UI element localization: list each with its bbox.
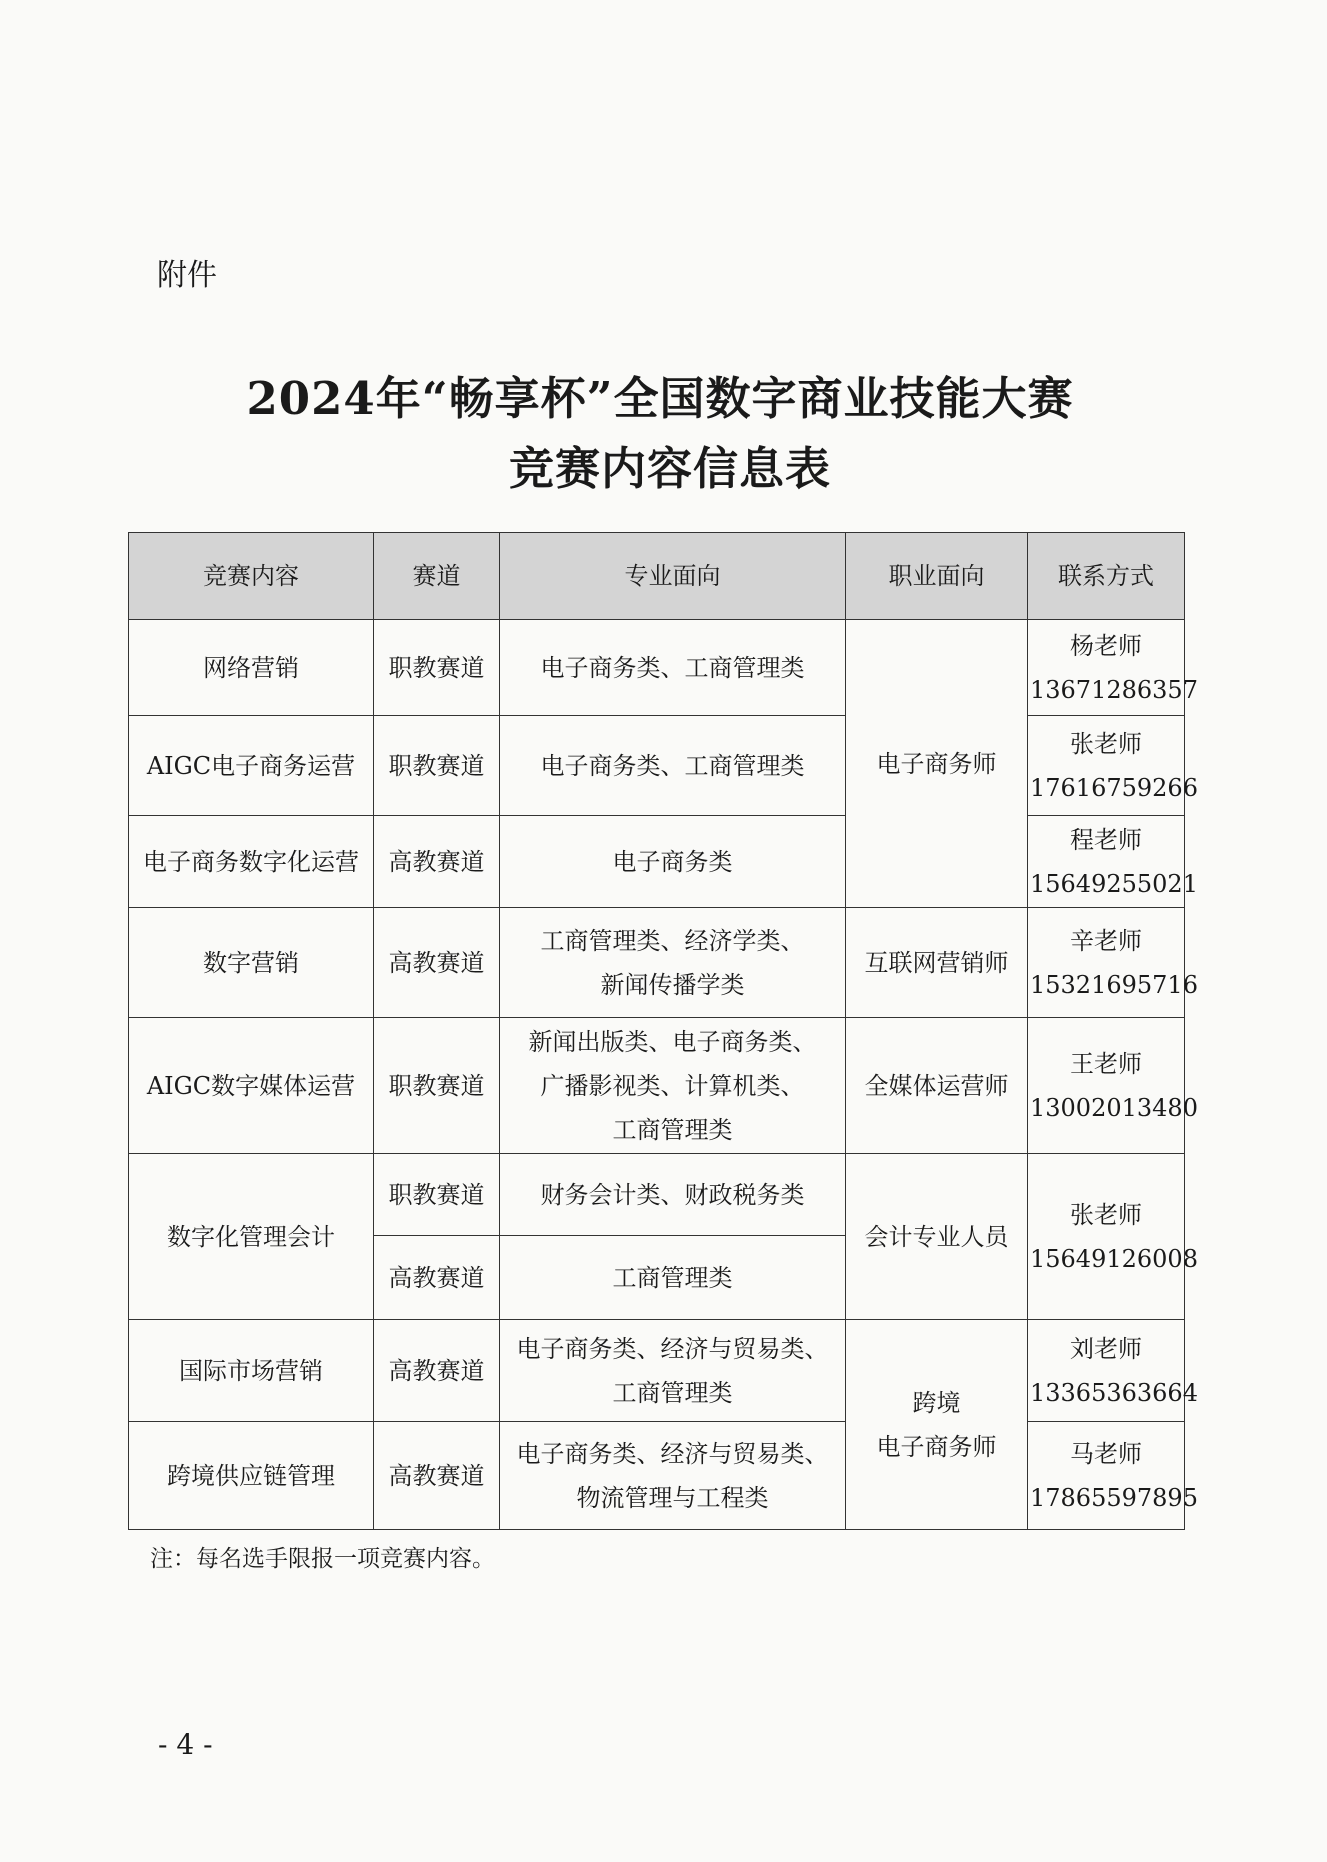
cell-track: 高教赛道 [374,908,500,1018]
title-line-1: 2024年“畅享杯”全国数字商业技能大赛 [246,372,1074,425]
cell-career: 全媒体运营师 [846,1018,1028,1154]
cell-career: 跨境 电子商务师 [846,1320,1028,1530]
table-row [129,1320,1185,1422]
cell-track: 高教赛道 [374,1422,500,1530]
cell-content: 网络营销 [129,620,374,716]
header-contact: 联系方式 [1028,533,1185,620]
cell-track: 高教赛道 [374,1236,500,1320]
cell-major: 新闻出版类、电子商务类、 广播影视类、计算机类、 工商管理类 [500,1018,846,1154]
table-header-row [129,533,1185,620]
cell-content: 跨境供应链管理 [129,1422,374,1530]
cell-career: 互联网营销师 [846,908,1028,1018]
cell-content: AIGC数字媒体运营 [129,1018,374,1154]
cell-content: 国际市场营销 [129,1320,374,1422]
cell-contact: 杨老师 13671286357 [1028,620,1185,716]
cell-contact: 辛老师 15321695716 [1028,908,1185,1018]
header-career: 职业面向 [846,533,1028,620]
cell-contact: 王老师 13002013480 [1028,1018,1185,1154]
page-number: - 4 - [158,1728,213,1761]
table-row [129,1018,1185,1154]
cell-content: AIGC电子商务运营 [129,716,374,816]
cell-major: 工商管理类 [500,1236,846,1320]
cell-major: 电子商务类、经济与贸易类、 物流管理与工程类 [500,1422,846,1530]
table-row [129,1154,1185,1236]
cell-major: 电子商务类、工商管理类 [500,716,846,816]
footnote: 注：每名选手限报一项竞赛内容。 [150,1546,495,1572]
competition-info-table [128,532,1198,1530]
header-major: 专业面向 [500,533,846,620]
cell-contact: 马老师 17865597895 [1028,1422,1185,1530]
cell-contact: 张老师 15649126008 [1028,1154,1185,1320]
cell-career: 会计专业人员 [846,1154,1028,1320]
cell-content: 电子商务数字化运营 [129,816,374,908]
cell-major: 电子商务类 [500,816,846,908]
cell-track: 高教赛道 [374,1320,500,1422]
cell-content: 数字营销 [129,908,374,1018]
cell-contact: 刘老师 13365363664 [1028,1320,1185,1422]
attachment-label: 附件 [157,258,217,293]
cell-track: 职教赛道 [374,716,500,816]
cell-track: 职教赛道 [374,620,500,716]
cell-major: 电子商务类、经济与贸易类、 工商管理类 [500,1320,846,1422]
cell-major: 财务会计类、财政税务类 [500,1154,846,1236]
cell-career: 电子商务师 [846,620,1028,908]
cell-contact: 程老师 15649255021 [1028,816,1185,908]
cell-track: 职教赛道 [374,1018,500,1154]
cell-major: 电子商务类、工商管理类 [500,620,846,716]
cell-track: 职教赛道 [374,1154,500,1236]
cell-content: 数字化管理会计 [129,1154,374,1320]
table-row [129,908,1185,1018]
header-content: 竞赛内容 [129,533,374,620]
header-track: 赛道 [374,533,500,620]
cell-track: 高教赛道 [374,816,500,908]
cell-contact: 张老师 17616759266 [1028,716,1185,816]
title-line-2: 竞赛内容信息表 [508,442,831,495]
cell-major: 工商管理类、经济学类、 新闻传播学类 [500,908,846,1018]
table-row [129,620,1185,716]
